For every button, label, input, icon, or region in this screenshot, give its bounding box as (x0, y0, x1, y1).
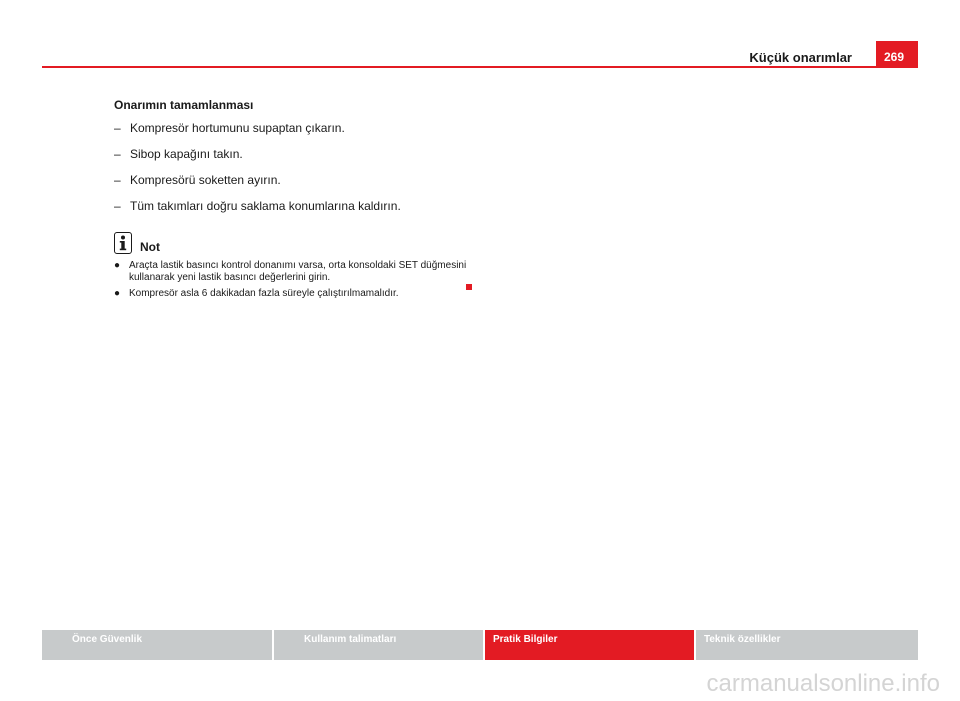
step-dash: – (114, 147, 121, 161)
step-item (114, 173, 484, 187)
step-text: Sibop kapağını takın. (130, 147, 243, 161)
step-item (114, 121, 484, 135)
note-list (114, 260, 484, 300)
main-content (114, 98, 484, 304)
step-text: Kompresörü soketten ayırın. (130, 173, 281, 187)
tab-pratik-bilgiler[interactable]: Pratik Bilgiler (485, 630, 694, 660)
step-text: Tüm takımları doğru saklama konumlarına kaldırın. (130, 199, 401, 213)
note-text: Kompresör asla 6 dakikadan fazla süreyle çalıştırılmamalıdır. (129, 288, 399, 299)
page-section-title: Küçük onarımlar (749, 50, 852, 65)
tab-kullanim-talimatlari[interactable]: Kullanım talimatları (274, 630, 483, 660)
note-label: Not (140, 240, 160, 254)
note-item (114, 288, 484, 300)
info-icon (114, 232, 132, 254)
note-item (114, 260, 484, 284)
step-item (114, 147, 484, 161)
watermark: carmanualsonline.info (706, 670, 940, 697)
step-dash: – (114, 173, 121, 187)
section-heading: Onarımın tamamlanması (114, 98, 254, 112)
note-header (114, 232, 484, 254)
tab-teknik-ozellikler[interactable]: Teknik özellikler (696, 630, 918, 660)
section-end-marker (466, 284, 472, 290)
step-dash: – (114, 121, 121, 135)
tab-once-guvenlik[interactable]: Önce Güvenlik (42, 630, 272, 660)
page-number: 269 (876, 41, 918, 68)
footer-nav (42, 630, 918, 660)
step-text: Kompresör hortumunu supaptan çıkarın. (130, 121, 345, 135)
step-dash: – (114, 199, 121, 213)
bullet-icon: ● (114, 260, 121, 271)
step-item (114, 199, 484, 213)
note-text: Araçta lastik basıncı kontrol donanımı varsa, orta konsoldaki SET düğmesini kullanarak yeni lastik basıncı değerlerini girin. (129, 260, 467, 283)
header-divider (42, 66, 918, 68)
bullet-icon: ● (114, 288, 121, 299)
